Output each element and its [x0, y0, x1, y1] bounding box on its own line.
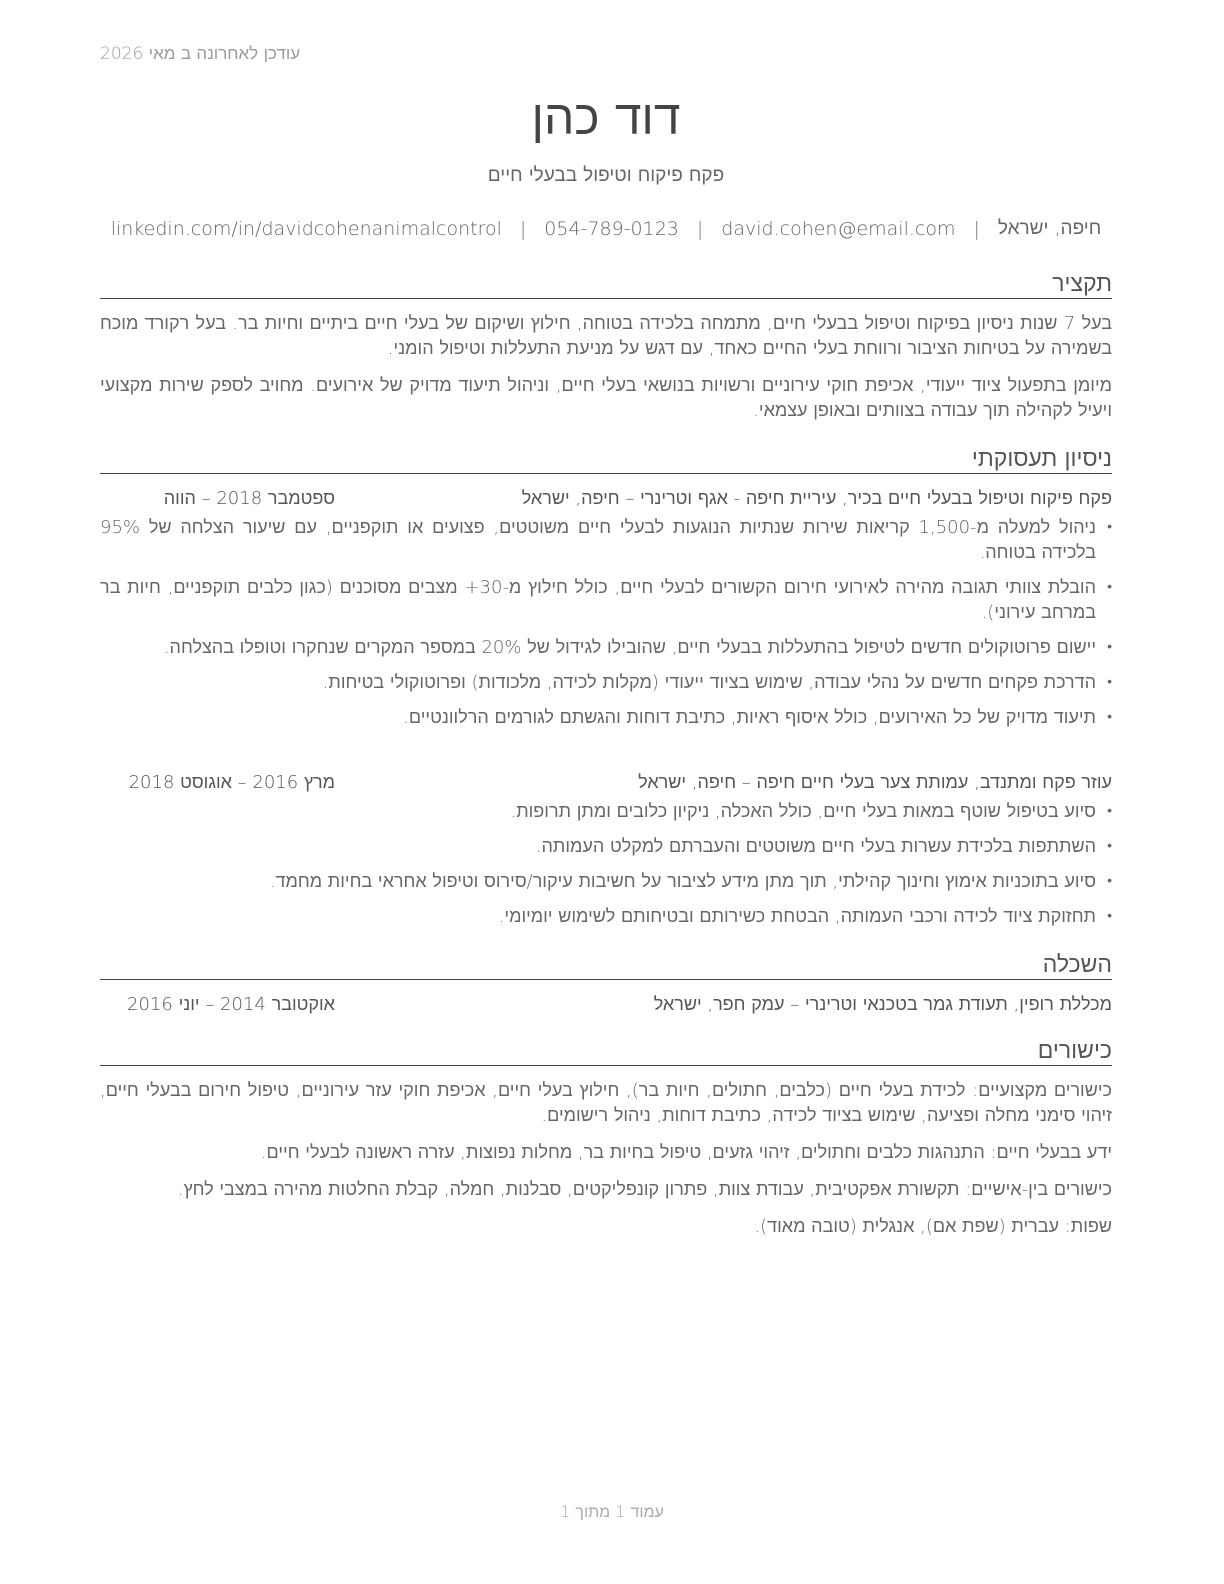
job-entry: [100, 488, 1112, 730]
bullet-text: הדרכת פקחים חדשים על נהלי עבודה, שימוש בציוד ייעודי (מקלות לכידה, מלכודות) ופרוטוקולי בטיחות.: [322, 672, 1096, 693]
bullet-text: סיוע בטיפול שוטף במאות בעלי חיים, כולל האכלה, ניקיון כלובים ומתן תרופות.: [510, 801, 1096, 822]
list-item: [100, 869, 1112, 894]
contact-line: [100, 217, 1112, 240]
job-header: [100, 772, 1112, 793]
bullet-icon: •: [1107, 639, 1112, 655]
contact-location: חיפה, ישראל: [997, 217, 1102, 239]
job-title: פקח פיקוח וטיפול בבעלי חיים בכיר, עיריית חיפה - אגף וטרינרי – חיפה, ישראל: [521, 488, 1112, 509]
bullet-text: סיוע בתוכניות אימוץ וחינוך קהילתי, תוך מתן מידע לציבור על חשיבות עיקור/סירוס וטיפול אחראי בחיות מחמד.: [269, 871, 1096, 892]
job-title: עוזר פקח ומתנדב, עמותת צער בעלי חיים חיפה – חיפה, ישראל: [638, 772, 1112, 793]
summary-paragraph-2: מיומן בתפעול ציוד ייעודי, אכיפת חוקי עירוניים ורשויות בנושאי בעלי חיים, וניהול תיעוד מדויק של אירועים. מחויב לספק שירות מקצועי ויעיל לקהילה תוך עבודה בצוותים ובאופן עצמאי.: [100, 375, 1113, 421]
bullet-icon: •: [1107, 908, 1112, 924]
bullet-text: יישום פרוטוקולים חדשים לטיפול בהתעללות בבעלי חיים, שהובילו לגידול של 20% במספר המקרים שנחקרו וטופלו בהצלחה.: [163, 637, 1096, 658]
skills-line: כישורים בין-אישיים: תקשורת אפקטיבית, עבודת צוות, פתרון קונפליקטים, סבלנות, חמלה, קבלת החלטות מהירה במצבי לחץ.: [177, 1179, 1112, 1200]
bullet-text: הובלת צוותי תגובה מהירה לאירועי חירום הקשורים לבעלי חיים, כולל חילוץ מ-30+ מצבים מסוכנים (כגון כלבים תוקפניים, חיות בר במרחב עירוני).: [100, 577, 1096, 623]
contact-separator: |: [519, 217, 527, 240]
skills-line: ידע בבעלי חיים: התנהגות כלבים וחתולים, זיהוי גזעים, טיפול בחיות בר, מחלות נפוצות, עזרה ראשונה לבעלי חיים.: [260, 1142, 1112, 1163]
education-heading: השכלה: [100, 951, 1112, 980]
experience-heading: ניסיון תעסוקתי: [100, 445, 1112, 474]
bullet-icon: •: [1107, 873, 1112, 889]
bullet-icon: •: [1107, 674, 1112, 690]
candidate-name: דוד כהן: [531, 90, 681, 146]
contact-linkedin[interactable]: linkedin.com/in/davidcohenanimalcontrol: [110, 217, 502, 240]
list-item: [100, 575, 1112, 625]
list-item: [100, 799, 1112, 824]
skills-line: שפות: עברית (שפת אם), אנגלית (טובה מאוד).: [754, 1216, 1112, 1237]
list-item: [100, 705, 1112, 730]
list-item: [100, 834, 1112, 859]
list-item: [100, 670, 1112, 695]
job-entry: [100, 772, 1112, 929]
bullet-icon: •: [1107, 519, 1112, 535]
page-number: עמוד 1 מתוך 1: [560, 1502, 664, 1521]
education-institution: מכללת רופין, תעודת גמר בטכנאי וטרינרי – עמק חפר, ישראל: [653, 994, 1112, 1015]
list-item: [100, 515, 1112, 565]
job-dates: ספטמבר 2018 – הווה: [163, 488, 335, 509]
education-dates: אוקטובר 2014 – יוני 2016: [127, 994, 335, 1015]
contact-phone[interactable]: 054-789-0123: [544, 217, 679, 240]
bullet-text: השתתפות בלכידת עשרות בעלי חיים משוטטים והעברתם למקלט העמותה.: [535, 836, 1096, 857]
bullet-icon: •: [1107, 838, 1112, 854]
bullet-text: תחזוקת ציוד לכידה ורכבי העמותה, הבטחת כשירותם ובטיחותם לשימוש יומיומי.: [498, 906, 1096, 927]
bullet-icon: •: [1107, 579, 1112, 595]
skills-list: [100, 1078, 1112, 1239]
job-bullets: [100, 515, 1112, 730]
bullet-icon: •: [1107, 803, 1112, 819]
list-item: [100, 635, 1112, 660]
bullet-icon: •: [1107, 709, 1112, 725]
bullet-text: תיעוד מדויק של כל האירועים, כולל איסוף ראיות, כתיבת דוחות והגשתם לגורמים הרלוונטיים.: [403, 707, 1096, 728]
job-subtitle: פקח פיקוח וטיפול בבעלי חיים: [487, 164, 725, 186]
list-item: [100, 904, 1112, 929]
summary-paragraph-1: בעל 7 שנות ניסיון בפיקוח וטיפול בבעלי חיים, מתמחה בלכידה בטוחה, חילוץ ושיקום של בעלי חיים ביתיים וחיות בר. בעל רקורד מוכח בשמירה על בטיחות הציבור ורווחת בעלי החיים כאחד, עם דגש על מניעת התעללות וטיפול הומני.: [100, 313, 1113, 359]
bullet-text: ניהול למעלה מ-1,500 קריאות שירות שנתיות הנוגעות לבעלי חיים משוטטים, פצועים או תוקפניים, עם שיעור הצלחה של 95% בלכידה בטוחה.: [100, 517, 1096, 563]
education-entry: [100, 994, 1112, 1015]
job-header: [100, 488, 1112, 509]
skills-line: כישורים מקצועיים: לכידת בעלי חיים (כלבים, חתולים, חיות בר), חילוץ בעלי חיים, אכיפת חוקי עזר עירוניים, טיפול חירום בבעלי חיים, זיהוי סימני מחלה ופציעה, שימוש בציוד לכידה, כתיבת דוחות, ניהול רישומים.: [100, 1080, 1112, 1126]
last-updated: עודכן לאחרונה ב מאי 2026: [100, 44, 301, 64]
contact-separator: |: [973, 217, 980, 240]
contact-separator: |: [696, 217, 704, 240]
resume-page: [100, 86, 1112, 1239]
job-dates: מרץ 2016 – אוגוסט 2018: [128, 772, 335, 793]
skills-heading: כישורים: [100, 1037, 1112, 1066]
contact-email[interactable]: david.cohen@email.com: [721, 217, 956, 240]
summary-heading: תקציר: [100, 270, 1112, 299]
job-bullets: [100, 799, 1112, 929]
